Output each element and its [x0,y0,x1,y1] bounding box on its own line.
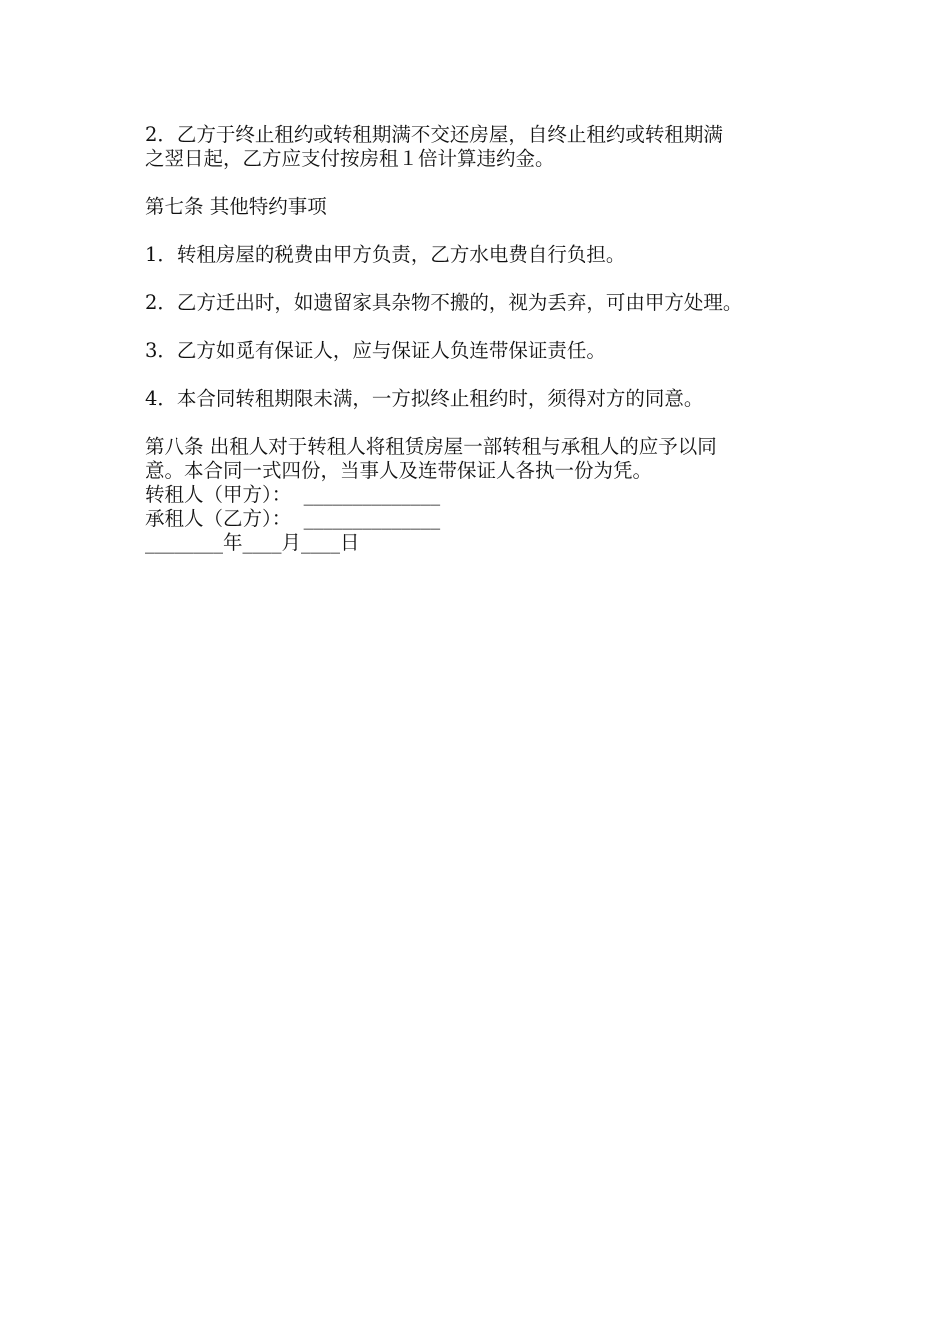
default-clause-line-2: 之翌日起，乙方应支付按房租１倍计算违约金。 [145,147,555,170]
article-8-line-1: 第八条 出租人对于转租人将租赁房屋一部转租与承租人的应予以同 [145,435,717,458]
article-7-item-3: 3．乙方如觅有保证人，应与保证人负连带保证责任。 [145,339,606,362]
sublessor-signature-line: 转租人（甲方）： ______________ [145,483,441,506]
default-clause-line-1: 2．乙方于终止租约或转租期满不交还房屋，自终止租约或转租期满 [145,123,723,146]
date-line: ________年____月____日 [145,531,360,554]
article-7-heading: 第七条 其他特约事项 [145,195,327,218]
lessee-signature-line: 承租人（乙方）： ______________ [145,507,441,530]
document-page [145,123,825,555]
article-7-item-4: 4．本合同转租期限未满，一方拟终止租约时，须得对方的同意。 [145,387,704,410]
article-8-line-2: 意。本合同一式四份，当事人及连带保证人各执一份为凭。 [145,459,653,482]
article-7-item-1: 1．转租房屋的税费由甲方负责，乙方水电费自行负担。 [145,243,626,266]
article-7-item-2: 2．乙方迁出时，如遗留家具杂物不搬的，视为丢弃，可由甲方处理。 [145,291,743,314]
